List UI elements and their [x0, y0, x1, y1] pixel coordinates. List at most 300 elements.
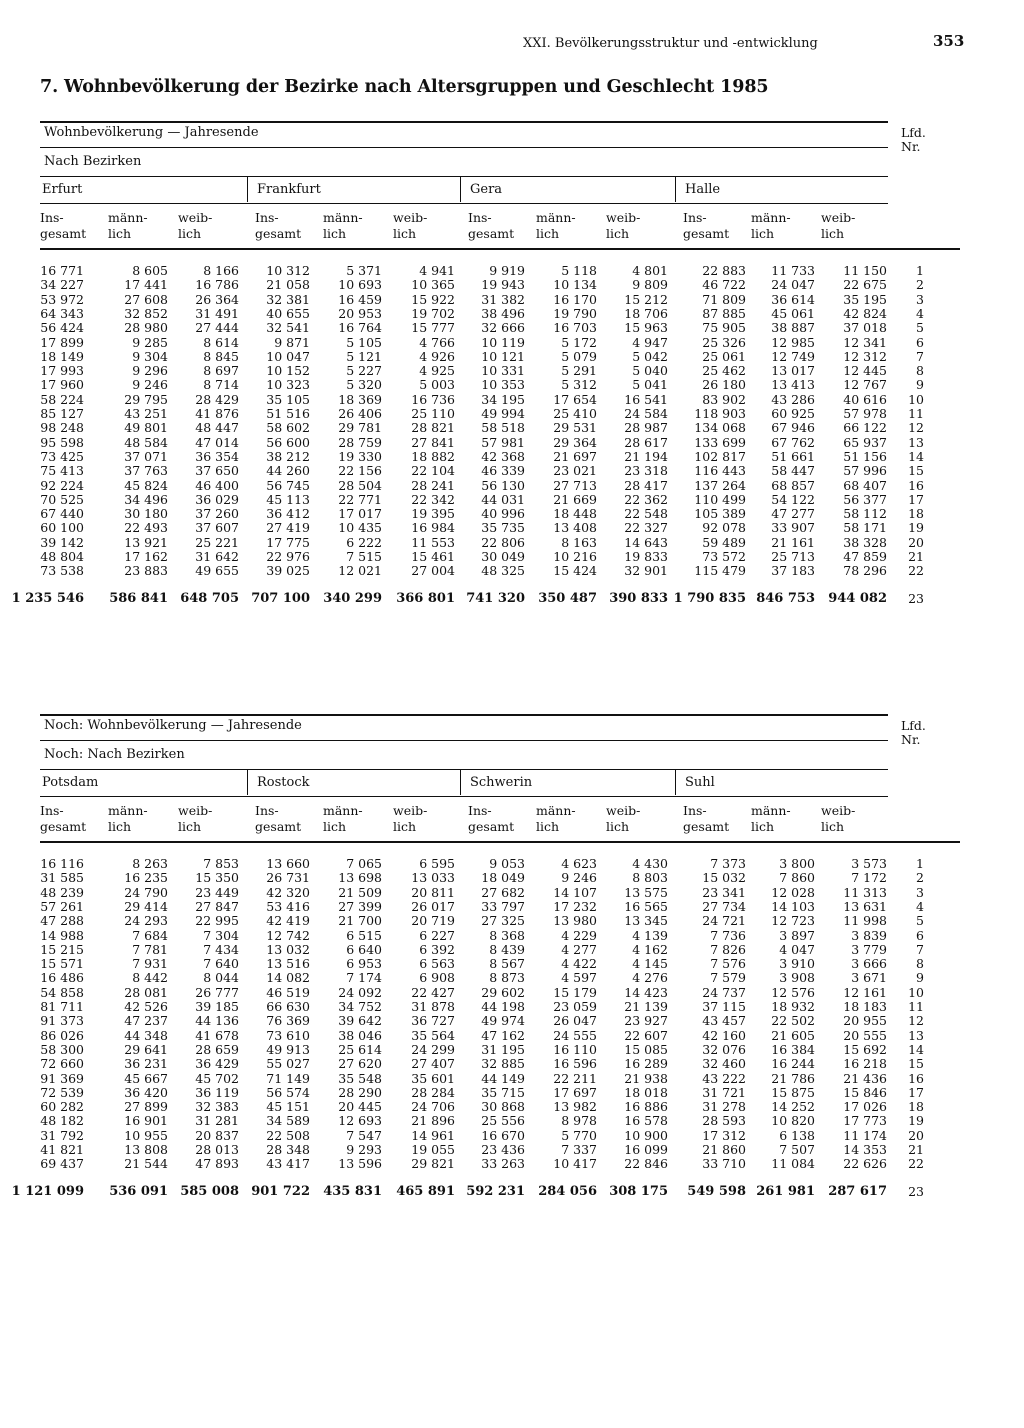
data-cell: 16 736 — [411, 391, 455, 407]
row-number: 16 — [908, 1070, 924, 1086]
data-cell: 92 224 — [40, 477, 84, 493]
data-cell: 43 417 — [266, 1156, 310, 1172]
data-cell: 24 737 — [702, 984, 746, 1000]
data-cell: 585 008 — [180, 1183, 239, 1199]
row-number: 2 — [916, 870, 924, 886]
data-cell: 16 244 — [771, 1056, 815, 1072]
data-cell: 70 525 — [40, 491, 84, 507]
data-cell: 27 682 — [481, 884, 525, 900]
data-cell: 12 767 — [843, 377, 887, 393]
table-row — [0, 563, 1024, 577]
data-cell: 46 339 — [481, 463, 525, 479]
data-cell: 46 400 — [195, 477, 239, 493]
data-cell: 13 660 — [266, 856, 310, 871]
data-cell: 36 727 — [411, 1013, 455, 1029]
district-name: Halle — [685, 182, 721, 197]
data-cell: 29 781 — [338, 420, 382, 436]
data-cell: 592 231 — [466, 1183, 525, 1199]
table-row — [0, 913, 1024, 927]
district-name: Rostock — [257, 775, 310, 790]
data-cell: 36 420 — [124, 1084, 168, 1100]
data-cell: 20 955 — [843, 1013, 887, 1029]
data-cell: 4 139 — [632, 927, 668, 943]
table-row — [0, 463, 1024, 477]
data-cell: 21 509 — [338, 884, 382, 900]
data-cell: 24 047 — [771, 277, 815, 293]
data-cell: 31 281 — [195, 1113, 239, 1129]
table-row — [0, 435, 1024, 449]
data-cell: 9 296 — [132, 363, 168, 379]
data-cell: 56 574 — [266, 1084, 310, 1100]
data-cell: 86 026 — [40, 1027, 84, 1043]
data-cell: 10 353 — [481, 377, 525, 393]
data-cell: 53 972 — [40, 291, 84, 307]
data-cell: 4 941 — [419, 263, 455, 278]
total-row — [0, 591, 1024, 605]
data-cell: 11 733 — [771, 263, 815, 278]
data-cell: 73 425 — [40, 448, 84, 464]
data-cell: 24 299 — [411, 1041, 455, 1057]
data-cell: 22 806 — [481, 534, 525, 550]
data-cell: 67 762 — [771, 434, 815, 450]
table-row — [0, 985, 1024, 999]
data-cell: 10 047 — [266, 348, 310, 364]
data-cell: 102 817 — [694, 448, 746, 464]
data-cell: 44 149 — [481, 1070, 525, 1086]
data-cell: 15 350 — [195, 870, 239, 886]
column-header-maennlich: männ- lich — [323, 210, 363, 241]
data-cell: 20 555 — [843, 1027, 887, 1043]
data-cell: 9 293 — [346, 1142, 382, 1157]
data-cell: 16 578 — [624, 1113, 668, 1129]
data-cell: 95 598 — [40, 434, 84, 450]
data-cell: 56 130 — [481, 477, 525, 493]
data-cell: 26 180 — [702, 377, 746, 393]
data-cell: 5 079 — [561, 348, 597, 364]
data-cell: 31 642 — [195, 549, 239, 564]
data-cell: 29 364 — [553, 434, 597, 450]
data-cell: 18 882 — [411, 448, 455, 464]
data-cell: 4 145 — [632, 956, 668, 972]
data-cell: 11 313 — [843, 884, 887, 900]
data-cell: 29 641 — [124, 1041, 168, 1057]
data-cell: 37 183 — [771, 563, 815, 579]
data-cell: 34 195 — [481, 391, 525, 407]
data-cell: 20 719 — [411, 913, 455, 929]
data-cell: 38 328 — [843, 534, 887, 550]
row-number: 14 — [908, 1041, 924, 1057]
data-cell: 13 413 — [771, 377, 815, 393]
data-cell: 133 699 — [694, 434, 746, 450]
district-separator — [247, 176, 248, 202]
data-cell: 12 021 — [338, 563, 382, 579]
row-number: 14 — [908, 448, 924, 464]
data-cell: 6 640 — [346, 941, 382, 957]
data-cell: 19 833 — [624, 549, 668, 564]
data-cell: 18 049 — [481, 870, 525, 886]
data-cell: 11 150 — [843, 263, 887, 278]
data-cell: 27 899 — [124, 1099, 168, 1115]
table-row — [0, 970, 1024, 984]
data-cell: 18 183 — [843, 999, 887, 1014]
data-cell: 8 044 — [203, 970, 239, 986]
data-cell: 24 721 — [702, 913, 746, 929]
row-number: 12 — [908, 420, 924, 436]
district-separator — [460, 176, 461, 202]
data-cell: 29 414 — [124, 898, 168, 914]
data-cell: 26 777 — [195, 984, 239, 1000]
data-cell: 60 282 — [40, 1099, 84, 1115]
data-cell: 12 749 — [771, 348, 815, 364]
row-number: 17 — [908, 1084, 924, 1100]
row-number: 13 — [908, 1027, 924, 1043]
data-cell: 13 596 — [338, 1156, 382, 1172]
data-cell: 49 974 — [481, 1013, 525, 1029]
data-cell: 43 286 — [771, 391, 815, 407]
table-row — [0, 1113, 1024, 1127]
data-cell: 30 049 — [481, 549, 525, 564]
data-cell: 3 779 — [851, 941, 887, 957]
table-row — [0, 492, 1024, 506]
data-cell: 22 846 — [624, 1156, 668, 1172]
data-cell: 21 058 — [266, 277, 310, 293]
data-cell: 49 801 — [124, 420, 168, 436]
data-cell: 24 293 — [124, 913, 168, 929]
data-cell: 6 227 — [419, 927, 455, 943]
row-number: 17 — [908, 491, 924, 507]
district-separator — [675, 176, 676, 202]
data-cell: 56 600 — [266, 434, 310, 450]
data-cell: 9 285 — [132, 334, 168, 350]
data-cell: 23 059 — [553, 999, 597, 1014]
data-cell: 28 429 — [195, 391, 239, 407]
data-cell: 44 198 — [481, 999, 525, 1014]
district-name: Erfurt — [42, 182, 83, 197]
data-cell: 17 441 — [124, 277, 168, 293]
data-cell: 32 885 — [481, 1056, 525, 1072]
district-rule — [40, 203, 888, 204]
data-cell: 25 221 — [195, 534, 239, 550]
data-cell: 16 886 — [624, 1099, 668, 1115]
data-cell: 31 491 — [195, 305, 239, 321]
data-cell: 22 427 — [411, 984, 455, 1000]
row-number: 1 — [916, 856, 924, 871]
data-cell: 15 922 — [411, 291, 455, 307]
table-row — [0, 549, 1024, 563]
data-cell: 3 573 — [851, 856, 887, 871]
data-cell: 47 893 — [195, 1156, 239, 1172]
column-header-weiblich: weib- lich — [821, 210, 856, 241]
table-row — [0, 899, 1024, 913]
table-row — [0, 520, 1024, 534]
data-cell: 4 801 — [632, 263, 668, 278]
data-cell: 57 261 — [40, 898, 84, 914]
column-header-maennlich: männ- lich — [751, 803, 791, 834]
data-cell: 10 693 — [338, 277, 382, 293]
data-cell: 11 998 — [843, 913, 887, 929]
data-cell: 16 786 — [195, 277, 239, 293]
data-cell: 16 541 — [624, 391, 668, 407]
data-cell: 26 406 — [338, 406, 382, 421]
data-cell: 58 112 — [843, 506, 887, 522]
data-cell: 15 963 — [624, 320, 668, 336]
table-row — [0, 349, 1024, 363]
data-cell: 31 878 — [411, 999, 455, 1014]
data-cell: 116 443 — [694, 463, 746, 479]
data-cell: 18 149 — [40, 348, 84, 364]
table-row — [0, 406, 1024, 420]
data-cell: 16 901 — [124, 1113, 168, 1129]
data-cell: 45 667 — [124, 1070, 168, 1086]
data-cell: 21 194 — [624, 448, 668, 464]
data-cell: 11 174 — [843, 1127, 887, 1143]
data-cell: 26 731 — [266, 870, 310, 886]
data-cell: 1 235 546 — [11, 590, 84, 606]
data-cell: 44 260 — [266, 463, 310, 479]
row-number: 10 — [908, 391, 924, 407]
data-cell: 10 955 — [124, 1127, 168, 1143]
row-number: 5 — [916, 913, 924, 929]
data-cell: 83 902 — [702, 391, 746, 407]
column-header-weiblich: weib- lich — [606, 803, 641, 834]
data-cell: 10 365 — [411, 277, 455, 293]
data-cell: 98 248 — [40, 420, 84, 436]
data-cell: 16 984 — [411, 520, 455, 536]
data-cell: 44 136 — [195, 1013, 239, 1029]
data-cell: 110 499 — [694, 491, 746, 507]
data-cell: 17 017 — [338, 506, 382, 522]
data-cell: 22 771 — [338, 491, 382, 507]
data-cell: 20 445 — [338, 1099, 382, 1115]
data-cell: 7 579 — [710, 970, 746, 986]
column-header-insgesamt: Ins- gesamt — [468, 210, 515, 241]
data-cell: 38 212 — [266, 448, 310, 464]
data-cell: 29 602 — [481, 984, 525, 1000]
table-row — [0, 999, 1024, 1013]
data-cell: 134 068 — [694, 420, 746, 436]
data-cell: 18 932 — [771, 999, 815, 1014]
data-cell: 56 424 — [40, 320, 84, 336]
data-cell: 7 860 — [779, 870, 815, 886]
data-cell: 31 195 — [481, 1041, 525, 1057]
column-header-weiblich: weib- lich — [821, 803, 856, 834]
data-cell: 40 996 — [481, 506, 525, 522]
data-cell: 9 919 — [489, 263, 525, 278]
data-cell: 19 943 — [481, 277, 525, 293]
data-cell: 8 567 — [489, 956, 525, 972]
row-number: 19 — [908, 1113, 924, 1129]
data-cell: 28 290 — [338, 1084, 382, 1100]
table-row — [0, 885, 1024, 899]
row-number: 22 — [908, 1156, 924, 1172]
data-cell: 35 715 — [481, 1084, 525, 1100]
data-cell: 22 502 — [771, 1013, 815, 1029]
data-cell: 48 447 — [195, 420, 239, 436]
data-cell: 40 616 — [843, 391, 887, 407]
district-name: Suhl — [685, 775, 715, 790]
data-cell: 44 031 — [481, 491, 525, 507]
table-row — [0, 1128, 1024, 1142]
row-number: 4 — [916, 305, 924, 321]
data-cell: 24 092 — [338, 984, 382, 1000]
data-cell: 24 706 — [411, 1099, 455, 1115]
data-cell: 68 407 — [843, 477, 887, 493]
row-number: 15 — [908, 463, 924, 479]
data-cell: 9 246 — [132, 377, 168, 393]
data-cell: 37 650 — [195, 463, 239, 479]
table-caption: Wohnbevölkerung — Jahresende — [44, 125, 259, 140]
table-row — [0, 392, 1024, 406]
column-header-insgesamt: Ins- gesamt — [468, 803, 515, 834]
data-cell: 53 416 — [266, 898, 310, 914]
data-cell: 35 601 — [411, 1070, 455, 1086]
data-cell: 14 252 — [771, 1099, 815, 1115]
row-number: 7 — [916, 348, 924, 364]
data-cell: 7 337 — [561, 1142, 597, 1157]
data-cell: 27 444 — [195, 320, 239, 336]
data-cell: 8 605 — [132, 263, 168, 278]
data-cell: 25 713 — [771, 549, 815, 564]
table-row — [0, 420, 1024, 434]
data-cell: 7 434 — [203, 941, 239, 957]
table-row — [0, 277, 1024, 291]
column-header-insgesamt: Ins- gesamt — [683, 210, 730, 241]
district-separator — [460, 769, 461, 795]
data-cell: 47 288 — [40, 913, 84, 929]
data-cell: 18 448 — [553, 506, 597, 522]
data-cell: 27 325 — [481, 913, 525, 929]
table-row — [0, 1042, 1024, 1056]
data-cell: 27 608 — [124, 291, 168, 307]
row-number: 7 — [916, 941, 924, 957]
data-cell: 57 996 — [843, 463, 887, 479]
data-cell: 47 277 — [771, 506, 815, 522]
data-cell: 51 156 — [843, 448, 887, 464]
data-cell: 8 845 — [203, 348, 239, 364]
data-cell: 42 160 — [702, 1027, 746, 1043]
data-cell: 7 172 — [851, 870, 887, 886]
data-cell: 34 227 — [40, 277, 84, 293]
data-cell: 4 229 — [561, 927, 597, 943]
data-cell: 36 429 — [195, 1056, 239, 1072]
data-cell: 48 804 — [40, 549, 84, 564]
data-cell: 25 110 — [411, 406, 455, 421]
data-cell: 21 786 — [771, 1070, 815, 1086]
data-cell: 10 134 — [553, 277, 597, 293]
data-cell: 26 047 — [553, 1013, 597, 1029]
data-cell: 28 081 — [124, 984, 168, 1000]
data-cell: 54 858 — [40, 984, 84, 1000]
data-cell: 21 436 — [843, 1070, 887, 1086]
data-cell: 30 868 — [481, 1099, 525, 1115]
data-cell: 549 598 — [687, 1183, 746, 1199]
data-cell: 4 947 — [632, 334, 668, 350]
data-cell: 7 826 — [710, 941, 746, 957]
data-cell: 58 300 — [40, 1041, 84, 1057]
data-cell: 15 032 — [702, 870, 746, 886]
data-cell: 41 678 — [195, 1027, 239, 1043]
data-cell: 5 227 — [346, 363, 382, 379]
data-cell: 21 605 — [771, 1027, 815, 1043]
data-cell: 13 698 — [338, 870, 382, 886]
data-cell: 287 617 — [828, 1183, 887, 1199]
data-cell: 284 056 — [538, 1183, 597, 1199]
data-cell: 58 518 — [481, 420, 525, 436]
data-cell: 48 325 — [481, 563, 525, 579]
data-cell: 71 149 — [266, 1070, 310, 1086]
data-cell: 32 852 — [124, 305, 168, 321]
data-cell: 9 809 — [632, 277, 668, 293]
chapter-heading: XXI. Bevölkerungsstruktur und -entwicklung — [523, 36, 818, 51]
data-cell: 6 595 — [419, 856, 455, 871]
data-cell: 35 735 — [481, 520, 525, 536]
data-cell: 41 821 — [40, 1142, 84, 1157]
data-cell: 39 025 — [266, 563, 310, 579]
data-cell: 17 993 — [40, 363, 84, 379]
data-cell: 10 417 — [553, 1156, 597, 1172]
column-header-weiblich: weib- lich — [606, 210, 641, 241]
data-cell: 31 792 — [40, 1127, 84, 1143]
data-cell: 16 771 — [40, 263, 84, 278]
table-row — [0, 377, 1024, 391]
data-cell: 21 669 — [553, 491, 597, 507]
data-cell: 5 042 — [632, 348, 668, 364]
data-cell: 846 753 — [756, 590, 815, 606]
data-cell: 36 029 — [195, 491, 239, 507]
data-cell: 57 978 — [843, 406, 887, 421]
data-cell: 36 412 — [266, 506, 310, 522]
data-cell: 28 504 — [338, 477, 382, 493]
data-cell: 42 368 — [481, 448, 525, 464]
district-name: Schwerin — [470, 775, 533, 790]
data-cell: 308 175 — [609, 1183, 668, 1199]
data-cell: 28 987 — [624, 420, 668, 436]
data-cell: 8 163 — [561, 534, 597, 550]
column-header-weiblich: weib- lich — [178, 210, 213, 241]
data-cell: 24 790 — [124, 884, 168, 900]
data-cell: 19 055 — [411, 1142, 455, 1157]
data-cell: 32 076 — [702, 1041, 746, 1057]
data-cell: 25 614 — [338, 1041, 382, 1057]
data-cell: 45 061 — [771, 305, 815, 321]
column-header-maennlich: männ- lich — [536, 803, 576, 834]
data-cell: 3 666 — [851, 956, 887, 972]
data-cell: 13 982 — [553, 1099, 597, 1115]
data-cell: 366 801 — [396, 590, 455, 606]
data-cell: 465 891 — [396, 1183, 455, 1199]
data-cell: 16 289 — [624, 1056, 668, 1072]
data-cell: 15 424 — [553, 563, 597, 579]
data-cell: 66 122 — [843, 420, 887, 436]
data-cell: 4 623 — [561, 856, 597, 871]
data-cell: 64 343 — [40, 305, 84, 321]
data-cell: 38 887 — [771, 320, 815, 336]
data-cell: 92 078 — [702, 520, 746, 536]
data-cell: 49 994 — [481, 406, 525, 421]
data-cell: 6 563 — [419, 956, 455, 972]
table-title: 7. Wohnbevölkerung der Bezirke nach Altersgruppen und Geschlecht 1985 — [40, 77, 769, 97]
table-row — [0, 506, 1024, 520]
subcaption-rule — [40, 176, 888, 177]
table-row — [0, 856, 1024, 870]
data-cell: 16 565 — [624, 898, 668, 914]
data-cell: 17 960 — [40, 377, 84, 393]
row-number: 3 — [916, 884, 924, 900]
data-cell: 32 666 — [481, 320, 525, 336]
table-row — [0, 956, 1024, 970]
page-number: 353 — [933, 32, 965, 50]
data-cell: 21 161 — [771, 534, 815, 550]
